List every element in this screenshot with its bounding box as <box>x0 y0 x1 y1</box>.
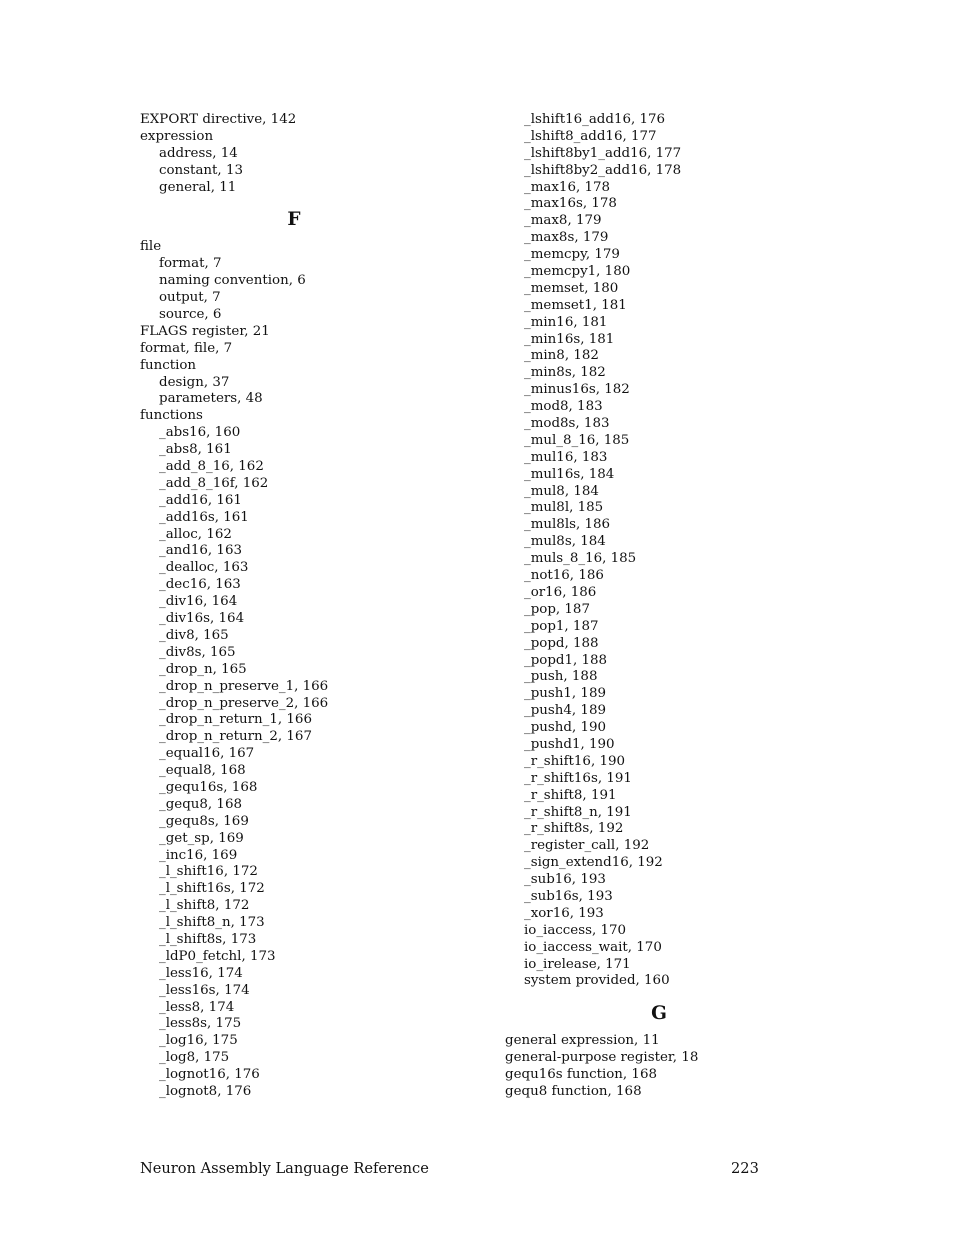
index-entry: gequ8 function, 168 <box>505 1083 642 1099</box>
index-subentry: _mul_8_16, 185 <box>524 432 630 448</box>
index-subentry: _max16s, 178 <box>524 196 617 212</box>
index-subentry: _max8, 179 <box>524 213 602 229</box>
index-subentry: _sign_extend16, 192 <box>524 855 663 871</box>
index-subentry: _less16s, 174 <box>159 982 250 998</box>
index-entry: general-purpose register, 18 <box>505 1050 699 1066</box>
index-subentry: _min16s, 181 <box>524 331 615 347</box>
index-subentry: _inc16, 169 <box>159 847 238 863</box>
index-subentry: _mod8s, 183 <box>524 416 610 432</box>
index-entry: expression <box>140 128 214 144</box>
index-subentry: _abs8, 161 <box>159 442 232 458</box>
index-column-right <box>505 112 805 1101</box>
index-subentry: _min8s, 182 <box>524 365 606 381</box>
index-subentry: _less8s, 175 <box>159 1016 242 1032</box>
index-entry: function <box>140 357 197 373</box>
index-subentry: system provided, 160 <box>524 973 670 989</box>
index-subentry: _gequ8, 168 <box>159 796 242 812</box>
index-subentry: _mul8s, 184 <box>524 534 606 550</box>
index-subentry: parameters, 48 <box>159 391 263 407</box>
index-subentry: general, 11 <box>159 179 237 195</box>
index-subentry: _div8, 165 <box>159 627 229 643</box>
index-subentry: _gequ8s, 169 <box>159 813 249 829</box>
index-subentry: _xor16, 193 <box>524 905 604 921</box>
index-subentry: _div16, 164 <box>159 594 238 610</box>
index-subentry: _memcpy, 179 <box>524 247 620 263</box>
index-subentry: _push1, 189 <box>524 686 606 702</box>
index-subentry: _not16, 186 <box>524 568 604 584</box>
index-entry: general expression, 11 <box>505 1033 660 1049</box>
index-subentry: _popd, 188 <box>524 635 599 651</box>
index-subentry: _log8, 175 <box>159 1050 230 1066</box>
index-subentry: _gequ16s, 168 <box>159 779 258 795</box>
index-subentry: _sub16, 193 <box>524 872 606 888</box>
footer-page-number: 223 <box>731 1160 759 1177</box>
index-subentry: _muls_8_16, 185 <box>524 551 637 567</box>
index-subentry: io_iaccess_wait, 170 <box>524 939 662 955</box>
index-subentry: _add_8_16f, 162 <box>159 475 269 491</box>
index-subentry: _pushd, 190 <box>524 720 607 736</box>
index-subentry: _l_shift8_n, 173 <box>159 915 265 931</box>
section-letter-heading: F <box>287 209 301 231</box>
index-subentry: _dec16, 163 <box>159 577 241 593</box>
index-subentry: _pushd1, 190 <box>524 736 615 752</box>
index-subentry: _r_shift8, 191 <box>524 787 617 803</box>
index-subentry: _pop1, 187 <box>524 618 599 634</box>
index-subentry: _drop_n_preserve_1, 166 <box>159 678 329 694</box>
index-column-left <box>140 112 480 1101</box>
index-entry: format, file, 7 <box>140 340 233 356</box>
index-subentry: _ldP0_fetchl, 173 <box>159 948 276 964</box>
index-subentry: _less8, 174 <box>159 999 235 1015</box>
index-subentry: _drop_n_return_1, 166 <box>159 712 312 728</box>
index-subentry: _r_shift16, 190 <box>524 753 626 769</box>
index-entry: functions <box>140 408 203 424</box>
index-subentry: design, 37 <box>159 374 230 390</box>
index-subentry: _pop, 187 <box>524 601 590 617</box>
index-subentry: _memset1, 181 <box>524 297 627 313</box>
index-subentry: _abs16, 160 <box>159 425 241 441</box>
footer-document-title: Neuron Assembly Language Reference <box>140 1160 429 1177</box>
index-subentry: _sub16s, 193 <box>524 888 613 904</box>
index-subentry: constant, 13 <box>159 162 243 178</box>
index-subentry: _mul8l, 185 <box>524 500 604 516</box>
index-subentry: address, 14 <box>159 145 238 161</box>
index-subentry: _l_shift16, 172 <box>159 864 258 880</box>
index-subentry: _div8s, 165 <box>159 644 236 660</box>
index-subentry: _add16, 161 <box>159 492 242 508</box>
index-subentry: io_iaccess, 170 <box>524 922 627 938</box>
index-subentry: _div16s, 164 <box>159 611 245 627</box>
index-subentry: _add16s, 161 <box>159 509 249 525</box>
index-subentry: _mod8, 183 <box>524 399 603 415</box>
index-subentry: _max8s, 179 <box>524 230 609 246</box>
index-subentry: _l_shift16s, 172 <box>159 881 265 897</box>
index-subentry: _r_shift8s, 192 <box>524 821 624 837</box>
index-subentry: _mul16s, 184 <box>524 466 615 482</box>
index-subentry: _r_shift16s, 191 <box>524 770 632 786</box>
index-subentry: _mul16, 183 <box>524 449 608 465</box>
index-subentry: _l_shift8s, 173 <box>159 931 257 947</box>
index-entry: FLAGS register, 21 <box>140 323 270 339</box>
index-entry: file <box>140 239 162 255</box>
index-subentry: _lognot16, 176 <box>159 1067 260 1083</box>
index-subentry: _drop_n, 165 <box>159 661 247 677</box>
index-subentry: _mul8, 184 <box>524 483 599 499</box>
index-subentry: _memcpy1, 180 <box>524 264 631 280</box>
index-subentry: _lshift8_add16, 177 <box>524 128 657 144</box>
index-subentry: _alloc, 162 <box>159 526 232 542</box>
index-subentry: _lognot8, 176 <box>159 1083 252 1099</box>
index-subentry: naming convention, 6 <box>159 273 306 289</box>
index-subentry: output, 7 <box>159 290 221 306</box>
index-subentry: _lshift16_add16, 176 <box>524 112 666 127</box>
index-subentry: _popd1, 188 <box>524 652 608 668</box>
index-subentry: _or16, 186 <box>524 584 597 600</box>
index-subentry: _less16, 174 <box>159 965 243 981</box>
index-subentry: _register_call, 192 <box>524 838 650 854</box>
index-subentry: _equal8, 168 <box>159 763 246 779</box>
index-subentry: _lshift8by2_add16, 178 <box>524 162 682 178</box>
index-subentry: _min8, 182 <box>524 348 599 364</box>
section-letter-heading: G <box>651 1003 667 1025</box>
index-subentry: _push4, 189 <box>524 703 606 719</box>
index-subentry: _lshift8by1_add16, 177 <box>524 145 682 161</box>
index-subentry: _get_sp, 169 <box>159 830 244 846</box>
index-subentry: _drop_n_preserve_2, 166 <box>159 695 329 711</box>
index-subentry: _r_shift8_n, 191 <box>524 804 632 820</box>
index-subentry: _drop_n_return_2, 167 <box>159 729 312 745</box>
index-subentry: _memset, 180 <box>524 280 619 296</box>
index-subentry: _push, 188 <box>524 669 598 685</box>
index-subentry: _equal16, 167 <box>159 746 255 762</box>
index-subentry: _add_8_16, 162 <box>159 459 264 475</box>
index-subentry: _and16, 163 <box>159 543 242 559</box>
index-subentry: _l_shift8, 172 <box>159 898 250 914</box>
index-subentry: _log16, 175 <box>159 1033 238 1049</box>
index-subentry: _dealloc, 163 <box>159 560 249 576</box>
index-entry: EXPORT directive, 142 <box>140 112 297 127</box>
index-subentry: _min16, 181 <box>524 314 608 330</box>
index-subentry: format, 7 <box>159 256 222 272</box>
index-subentry: _max16, 178 <box>524 179 611 195</box>
index-subentry: source, 6 <box>159 307 222 323</box>
index-subentry: _mul8ls, 186 <box>524 517 611 533</box>
index-entry: gequ16s function, 168 <box>505 1067 657 1083</box>
index-subentry: io_irelease, 171 <box>524 956 631 972</box>
index-subentry: _minus16s, 182 <box>524 382 630 398</box>
